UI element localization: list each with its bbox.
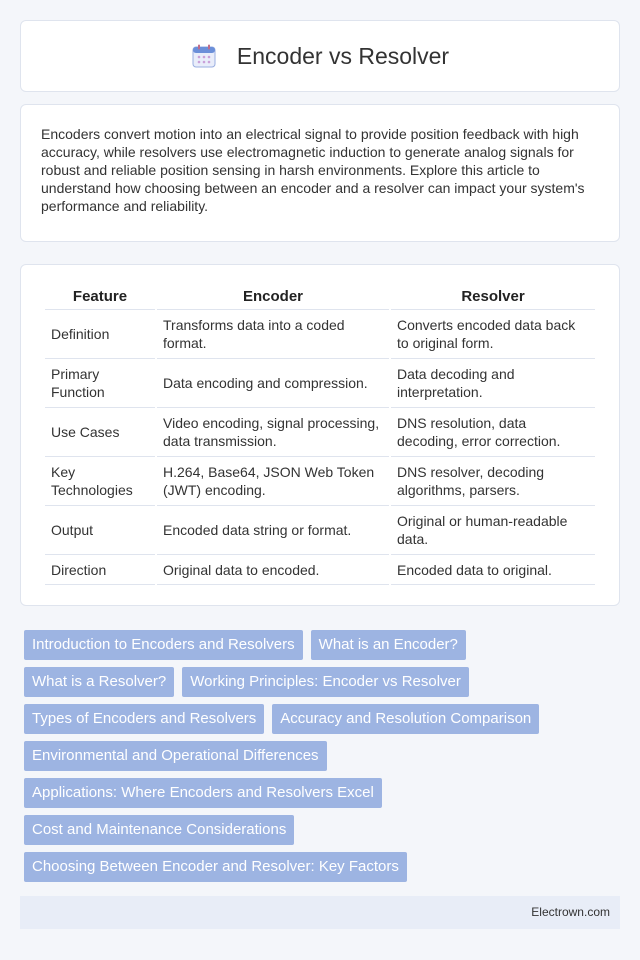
tag-choosing[interactable]: Choosing Between Encoder and Resolver: Key Factors xyxy=(24,852,407,882)
tag-applications[interactable]: Applications: Where Encoders and Resolvers Excel xyxy=(24,778,382,808)
calendar-icon xyxy=(191,43,217,69)
tag-introduction[interactable]: Introduction to Encoders and Resolvers xyxy=(24,630,303,660)
cell-resolver: DNS resolution, data decoding, error correction. xyxy=(391,408,595,457)
tag-row xyxy=(24,741,620,771)
cell-resolver: DNS resolver, decoding algorithms, parsers. xyxy=(391,457,595,506)
cell-encoder: Original data to encoded. xyxy=(157,555,389,585)
tag-environmental[interactable]: Environmental and Operational Differences xyxy=(24,741,327,771)
tag-row xyxy=(24,778,620,808)
cell-resolver: Encoded data to original. xyxy=(391,555,595,585)
comparison-table xyxy=(43,285,597,585)
cell-feature: Direction xyxy=(45,555,155,585)
tag-types[interactable]: Types of Encoders and Resolvers xyxy=(24,704,264,734)
tag-row xyxy=(24,815,620,845)
cell-feature: Definition xyxy=(45,310,155,359)
tag-working-principles[interactable]: Working Principles: Encoder vs Resolver xyxy=(182,667,469,697)
tag-what-is-encoder[interactable]: What is an Encoder? xyxy=(311,630,466,660)
tag-what-is-resolver[interactable]: What is a Resolver? xyxy=(24,667,174,697)
cell-encoder: Video encoding, signal processing, data transmission. xyxy=(157,408,389,457)
cell-feature: Use Cases xyxy=(45,408,155,457)
footer-brand: Electrown.com xyxy=(531,905,610,919)
intro-text: Encoders convert motion into an electrical signal to provide position feedback with high accuracy, while resolvers use electromagnetic induction to generate analog signals for robust and reliable position sensing in harsh environments. Explore this article to understand how choosing between an encoder and a resolver can impact your system's performance and reliability. xyxy=(41,126,585,214)
tag-row xyxy=(24,852,620,882)
header-feature: Feature xyxy=(45,285,155,310)
table-row xyxy=(45,408,595,457)
tag-row xyxy=(24,630,620,660)
tag-row xyxy=(24,704,620,734)
intro-card xyxy=(20,104,620,242)
comparison-table-card xyxy=(20,264,620,606)
table-header-row xyxy=(45,285,595,310)
table-row xyxy=(45,506,595,555)
cell-resolver: Data decoding and interpretation. xyxy=(391,359,595,408)
cell-resolver: Converts encoded data back to original form. xyxy=(391,310,595,359)
tag-cost-maintenance[interactable]: Cost and Maintenance Considerations xyxy=(24,815,294,845)
tag-row xyxy=(24,667,620,697)
table-row xyxy=(45,310,595,359)
topic-tags xyxy=(24,630,620,889)
cell-feature: Primary Function xyxy=(45,359,155,408)
cell-encoder: Encoded data string or format. xyxy=(157,506,389,555)
cell-feature: Output xyxy=(45,506,155,555)
header-encoder: Encoder xyxy=(157,285,389,310)
page-title: Encoder vs Resolver xyxy=(236,42,450,69)
table-row xyxy=(45,359,595,408)
cell-resolver: Original or human-readable data. xyxy=(391,506,595,555)
title-card xyxy=(20,20,620,92)
header-resolver: Resolver xyxy=(391,285,595,310)
cell-feature: Key Technologies xyxy=(45,457,155,506)
cell-encoder: H.264, Base64, JSON Web Token (JWT) encoding. xyxy=(157,457,389,506)
tag-accuracy-resolution[interactable]: Accuracy and Resolution Comparison xyxy=(272,704,539,734)
cell-encoder: Data encoding and compression. xyxy=(157,359,389,408)
footer xyxy=(20,896,620,929)
table-row xyxy=(45,457,595,506)
table-row xyxy=(45,555,595,585)
cell-encoder: Transforms data into a coded format. xyxy=(157,310,389,359)
